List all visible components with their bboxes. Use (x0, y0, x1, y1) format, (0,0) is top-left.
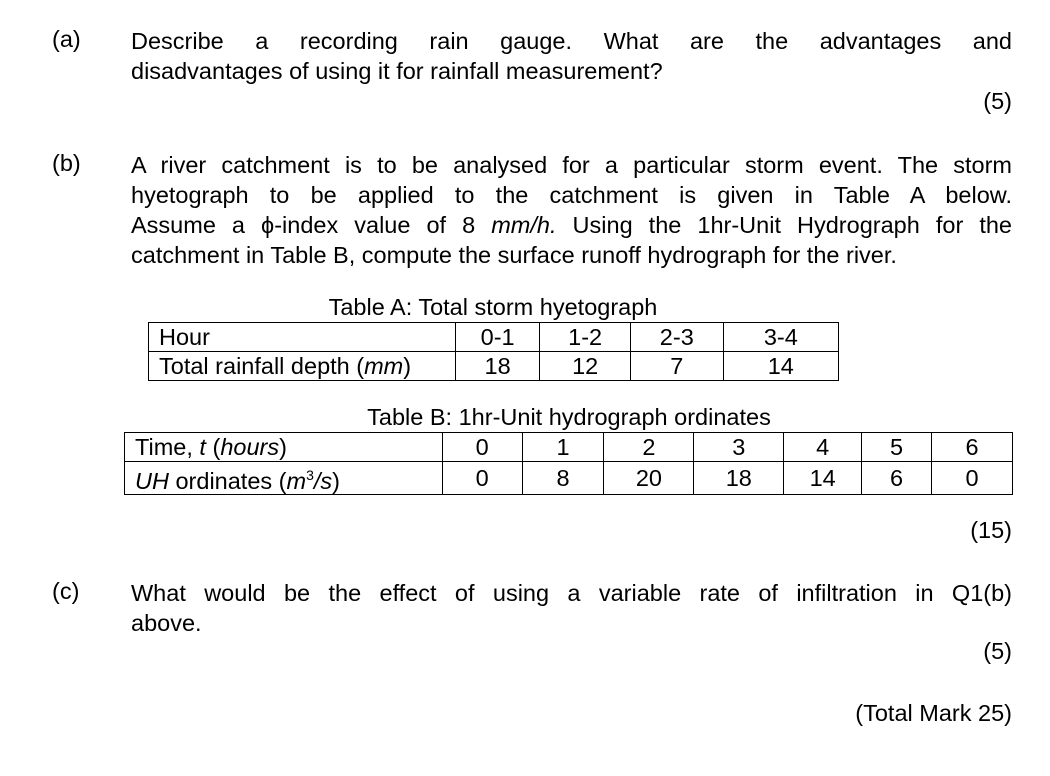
part-a-question (131, 26, 1012, 86)
part-b-marks: (15) (970, 517, 1012, 543)
part-c-line-2: above. (131, 610, 202, 636)
table-a-cell: 14 (723, 352, 838, 381)
part-b-line-1: A river catchment is to be analysed for a particular storm event. The storm (131, 152, 1012, 178)
table-b-cell: 18 (694, 462, 784, 495)
part-b-question (131, 150, 1012, 270)
part-c-question (131, 578, 1012, 638)
table-a-header-depth: Total rainfall depth (mm) (149, 352, 456, 381)
table-b-cell: 0 (932, 462, 1013, 495)
table-b-row-time (125, 433, 1013, 462)
table-b-header-ordinates: UH ordinates $(m^3/s)$ (125, 462, 443, 495)
table-b-cell: 14 (784, 462, 862, 495)
table-b-header-time: Time, t (hours) (125, 433, 443, 462)
part-b-label: (b) (52, 150, 81, 176)
table-a-header-hour: Hour (149, 323, 456, 352)
part-b-line-2: hyetograph to be applied to the catchment is given in Table A below. (131, 182, 1012, 208)
table-a-cell: 12 (540, 352, 631, 381)
table-a-cell: 1-2 (540, 323, 631, 352)
table-a-row-depth (149, 352, 839, 381)
table-a-row-hour (149, 323, 839, 352)
table-a-cell: 18 (455, 352, 539, 381)
table-a-cell: 7 (630, 352, 723, 381)
part-a-line-1: Describe a recording rain gauge. What are the advantages and (131, 28, 1012, 54)
part-c-line-1: What would be the effect of using a variable rate of infiltration in Q1(b) (131, 580, 1012, 606)
table-b-caption: Table B: 1hr-Unit hydrograph ordinates (367, 404, 771, 430)
table-b-cell: 1 (522, 433, 604, 462)
table-b (124, 432, 1013, 495)
part-b-line-3: Assume a ϕ-index value of 8 mm/h. Using the 1hr-Unit Hydrograph for the (131, 212, 1012, 238)
part-a-line-2: disadvantages of using it for rainfall measurement? (131, 58, 663, 84)
table-b-cell: 20 (604, 462, 694, 495)
table-a (148, 322, 839, 381)
table-a-caption: Table A: Total storm hyetograph (328, 294, 658, 320)
table-b-cell: 5 (862, 433, 932, 462)
table-b-cell: 0 (442, 433, 522, 462)
table-b-cell: 6 (862, 462, 932, 495)
total-marks: (Total Mark 25) (855, 700, 1012, 726)
table-b-cell: 8 (522, 462, 604, 495)
table-b-cell: 4 (784, 433, 862, 462)
table-a-cell: 2-3 (630, 323, 723, 352)
table-b-cell: 2 (604, 433, 694, 462)
part-a-label: (a) (52, 26, 81, 52)
part-c-marks: (5) (983, 638, 1012, 664)
table-b-row-ordinates (125, 462, 1013, 495)
part-a-marks: (5) (983, 88, 1012, 114)
part-c-label: (c) (52, 578, 80, 604)
table-b-cell: 6 (932, 433, 1013, 462)
table-a-cell: 0-1 (455, 323, 539, 352)
table-a-cell: 3-4 (723, 323, 838, 352)
part-b-line-4: catchment in Table B, compute the surface runoff hydrograph for the river. (131, 242, 897, 268)
table-b-cell: 3 (694, 433, 784, 462)
table-b-cell: 0 (442, 462, 522, 495)
